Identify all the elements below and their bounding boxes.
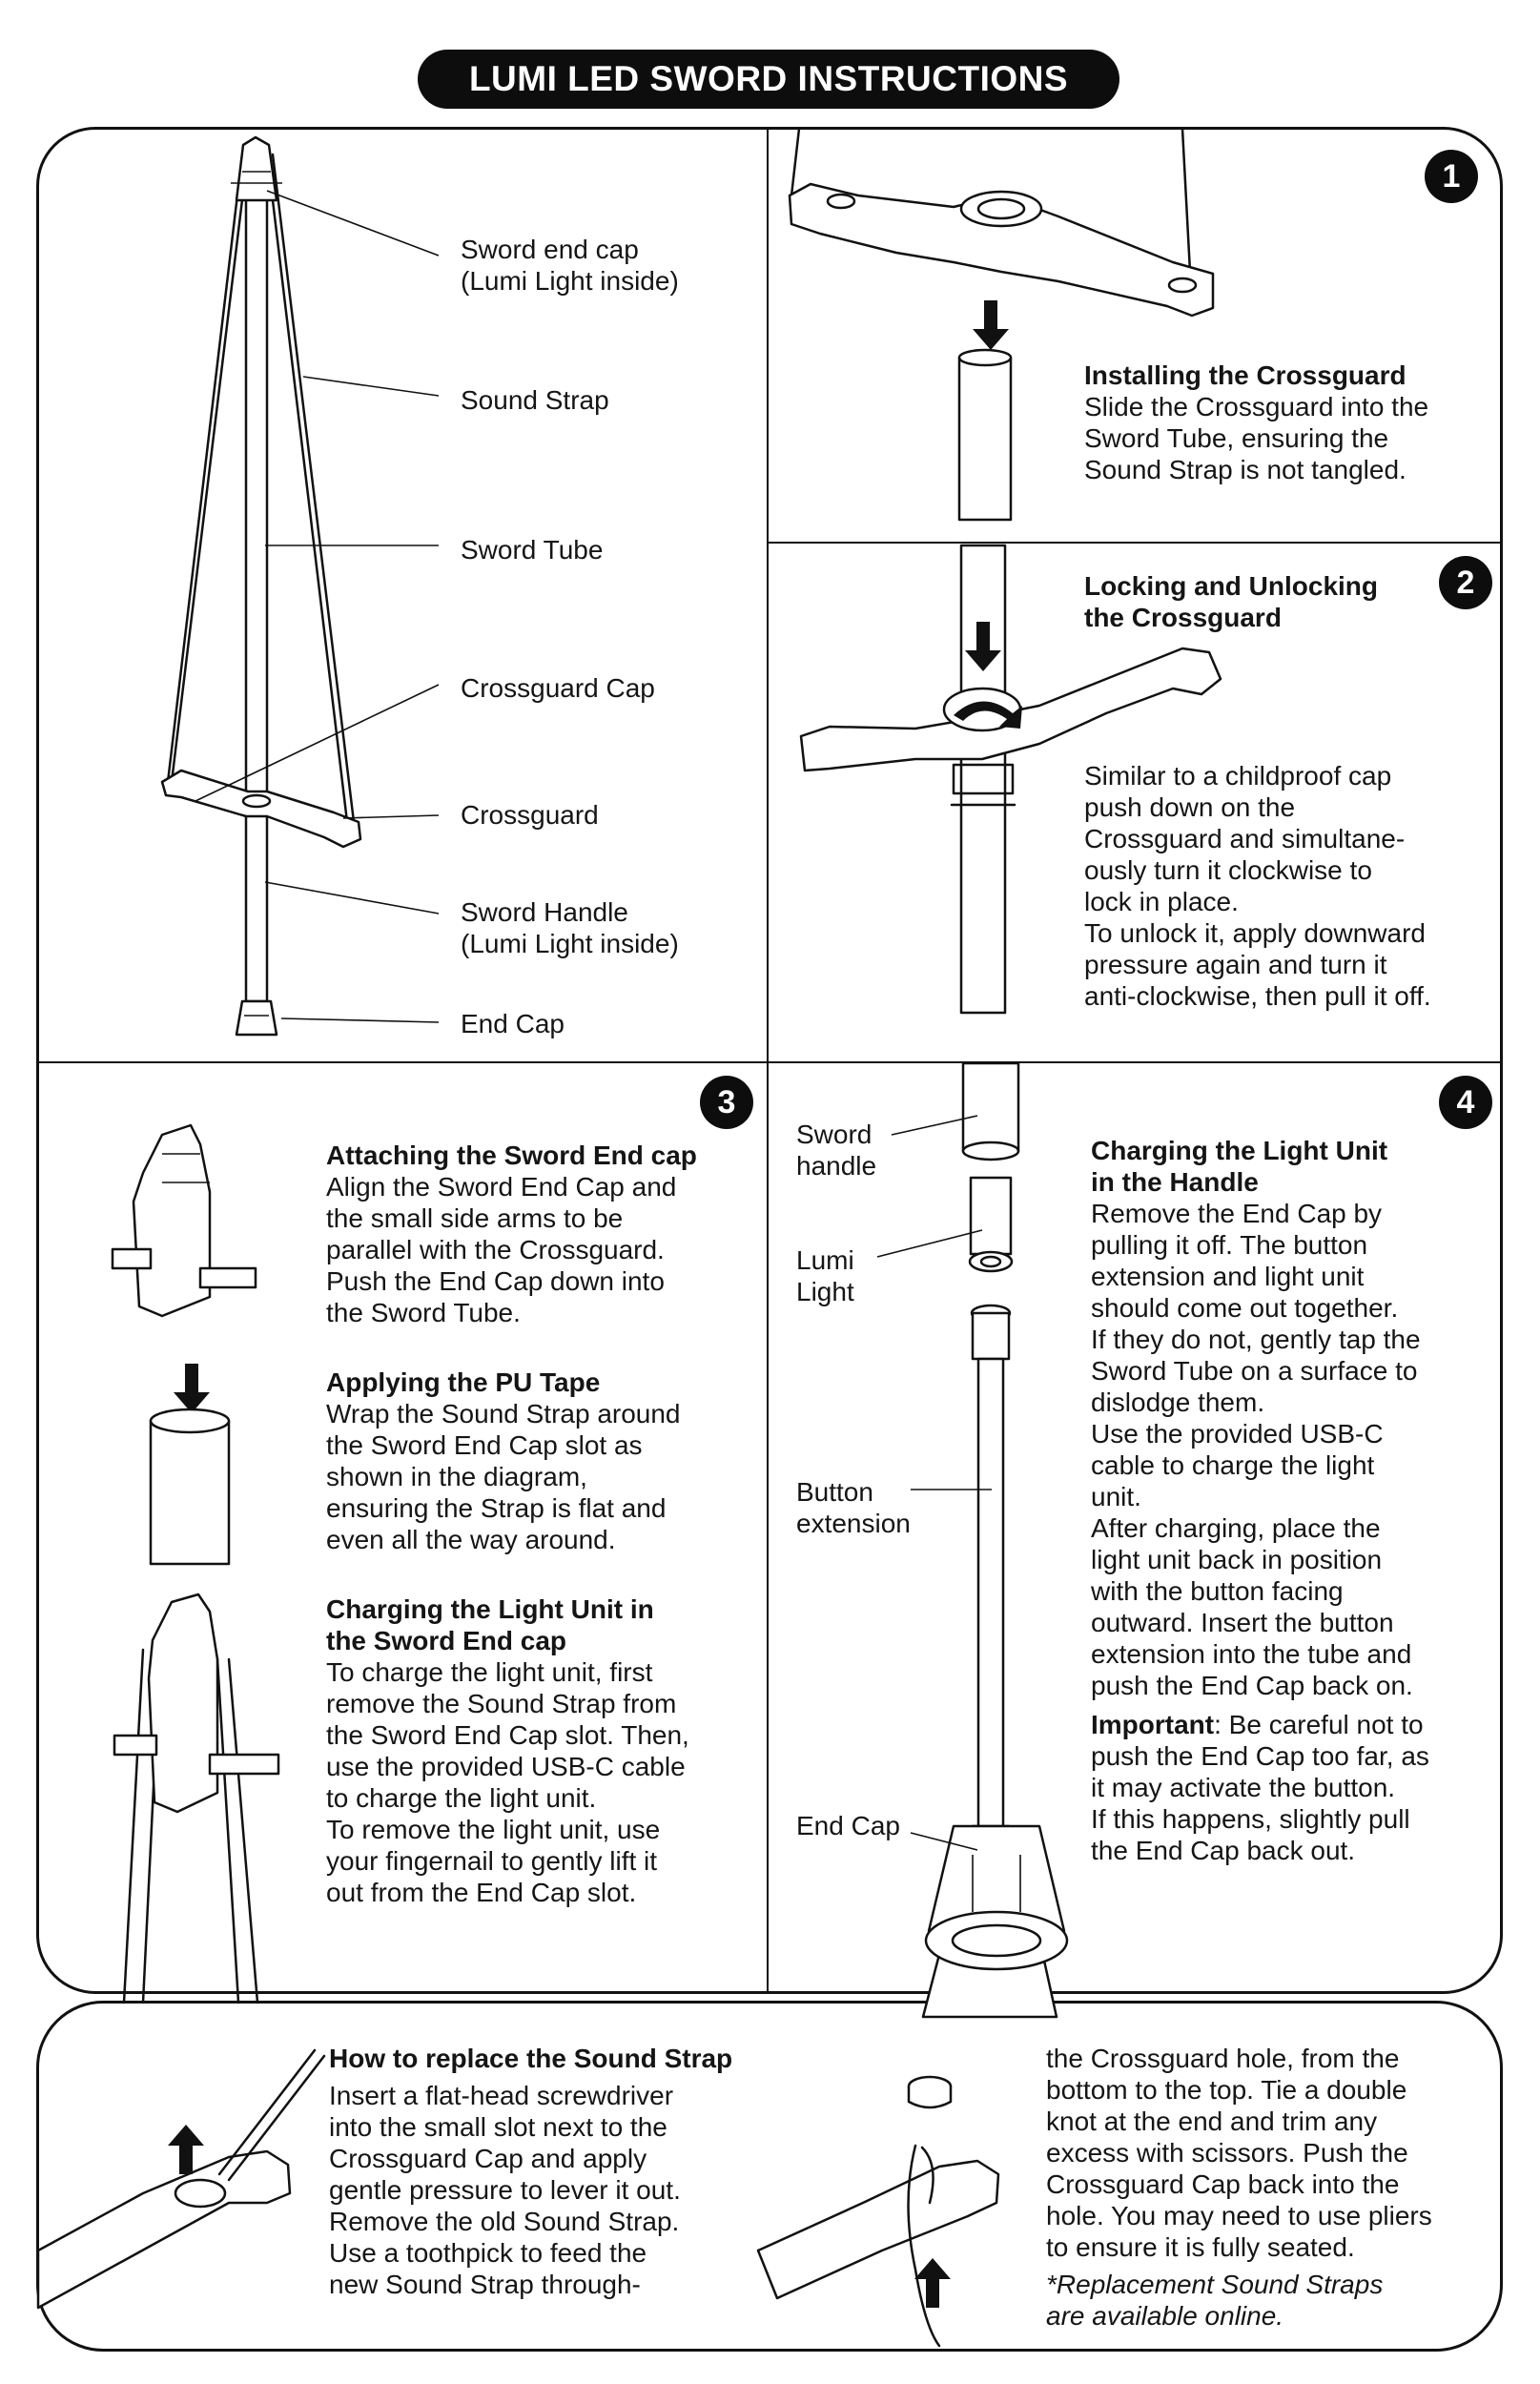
step2-heading: Locking and Unlocking the Crossguard	[1084, 571, 1379, 632]
replace-body-left: Insert a flat-head screwdriver into the small slot next to the Crossguard Cap and apply gentle pressure to lever it out. Remove the old Sound Strap. Use a toothpick to feed the new Sound Strap through-	[329, 2081, 681, 2299]
step1-body: Slide the Crossguard into the Sword Tube, ensuring the Sound Strap is not tangled.	[1084, 392, 1429, 484]
replace-text-left	[329, 2043, 787, 2300]
crossguard-arm	[38, 2151, 290, 2308]
page-title: LUMI LED SWORD INSTRUCTIONS	[418, 50, 1119, 109]
crossguard-arm	[758, 2161, 998, 2298]
label-end-cap: End Cap	[461, 1009, 565, 1038]
step2-number-badge: 2	[1439, 556, 1492, 609]
replace-text-right	[1046, 2043, 1494, 2332]
label-sword-handle: Sword Handle (Lumi Light inside)	[461, 897, 679, 958]
replace-body-right: the Crossguard hole, from the bottom to the top. Tie a double knot at the end and trim any excess with scissors. Push the Crossguard Cap back into the hole. You may need to use pliers to ensure it is fully seated.	[1046, 2044, 1432, 2262]
label-button-extension: Button extension	[796, 1477, 911, 1538]
up-arrow-icon	[168, 2125, 204, 2174]
label-sound-strap: Sound Strap	[461, 385, 609, 415]
step4-important-body: : Be careful not to push the End Cap too far, as it may activate the button. If this happens, slightly pull the End Cap back out.	[1091, 1710, 1429, 1865]
step4-number-badge: 4	[1439, 1076, 1492, 1129]
label-end-cap: End Cap	[796, 1811, 900, 1840]
step4-text	[1091, 1135, 1501, 1866]
replace-note: *Replacement Sound Straps are available online.	[1046, 2270, 1384, 2331]
replace-left-illustration	[38, 2050, 324, 2336]
up-arrow-icon	[914, 2258, 951, 2308]
replace-right-illustration	[749, 2060, 1025, 2346]
label-crossguard-cap: Crossguard Cap	[461, 673, 655, 703]
step2-body: Similar to a childproof cap push down on the Crossguard and simultane- ously turn it clockwise to lock in place. To unlock it, apply downward pressure again and turn it anti-clockwise, then pull it off.	[1084, 761, 1431, 1011]
step3-heading-2: Applying the PU Tape	[326, 1367, 601, 1397]
crossguard-cap	[175, 2180, 225, 2207]
label-sword-tube: Sword Tube	[461, 535, 604, 565]
label-lumi-light: Lumi Light	[796, 1245, 854, 1306]
step1-number-badge: 1	[1425, 150, 1478, 203]
step3-body-3: To charge the light unit, first remove the Sound Strap from the Sword End Cap slot. Then, use the provided USB-C cable to charge the light unit. To remove the light unit, use your fingernail to gently lift it out from the End Cap slot.	[326, 1657, 689, 1907]
step3-heading-3: Charging the Light Unit in the Sword End cap	[326, 1594, 654, 1655]
step3-number-badge: 3	[700, 1076, 753, 1129]
label-crossguard: Crossguard	[461, 800, 599, 830]
step3-body-1: Align the Sword End Cap and the small side arms to be parallel with the Crossguard. Push the End Cap down into the Sword Tube.	[326, 1172, 677, 1327]
step3-body-2: Wrap the Sound Strap around the Sword End Cap slot as shown in the diagram, ensuring the Strap is flat and even all the way around.	[326, 1399, 681, 1554]
step4-important-label: Important	[1091, 1710, 1215, 1739]
label-sword-end-cap: Sword end cap (Lumi Light inside)	[461, 235, 679, 296]
step4-body: Remove the End Cap by pulling it off. The button extension and light unit should come out together. If they do not, gently tap the Sword Tube on a surface to dislodge them. Use the provided USB-C cable to charge the light unit. After charging, place the light unit back in position with the button facing outward. Insert the button extension into the tube and push the End Cap back on.	[1091, 1199, 1421, 1700]
step4-heading: Charging the Light Unit in the Handle	[1091, 1136, 1388, 1197]
replace-heading: How to replace the Sound Strap	[329, 2044, 733, 2073]
step3-heading-1: Attaching the Sword End cap	[326, 1141, 697, 1170]
step1-heading: Installing the Crossguard	[1084, 360, 1407, 390]
label-sword-handle: Sword handle	[796, 1120, 877, 1181]
